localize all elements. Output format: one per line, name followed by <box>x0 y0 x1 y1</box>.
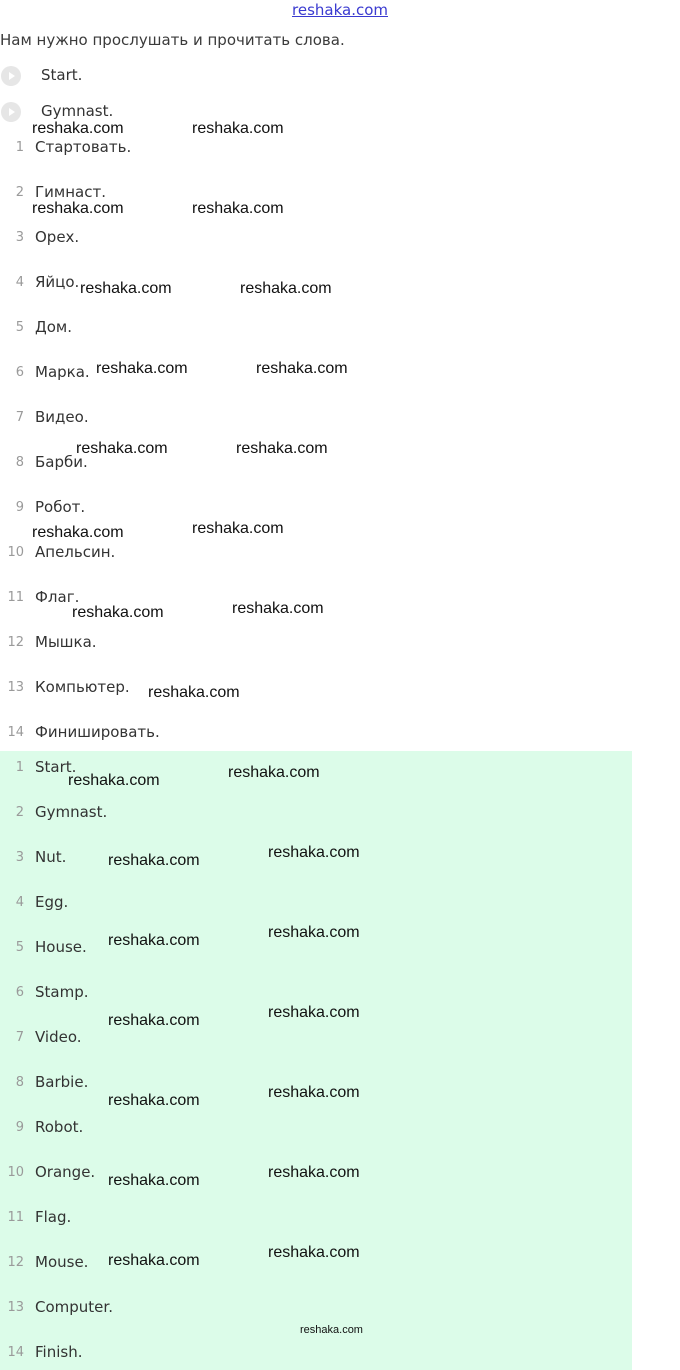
watermark: reshaka.com <box>268 924 360 941</box>
watermark: reshaka.com <box>236 440 328 457</box>
item-number: 8 <box>15 1075 24 1090</box>
list-item <box>0 1339 632 1369</box>
list-item <box>0 629 632 659</box>
item-number: 2 <box>15 185 24 200</box>
item-word: Barbie. <box>35 1073 89 1091</box>
play-icon <box>6 71 16 81</box>
item-number: 5 <box>15 320 24 335</box>
item-number: 2 <box>15 805 24 820</box>
item-number: 12 <box>7 635 24 650</box>
intro-text: Нам нужно прослушать и прочитать слова. <box>0 31 345 49</box>
list-item <box>0 719 632 749</box>
site-header-link[interactable]: reshaka.com <box>292 1 388 19</box>
watermark: reshaka.com <box>268 844 360 861</box>
item-number: 7 <box>15 410 24 425</box>
watermark: reshaka.com <box>108 1012 200 1029</box>
watermark: reshaka.com <box>80 280 172 297</box>
item-number: 1 <box>15 140 24 155</box>
watermark: reshaka.com <box>108 852 200 869</box>
item-word: Egg. <box>35 893 69 911</box>
play-button[interactable] <box>1 102 21 122</box>
item-word: Гимнаст. <box>35 183 106 201</box>
item-number: 10 <box>7 545 24 560</box>
item-word: Робот. <box>35 498 86 516</box>
item-number: 6 <box>15 985 24 1000</box>
item-word: Марка. <box>35 363 90 381</box>
audio-word: Gymnast. <box>41 102 114 120</box>
watermark: reshaka.com <box>240 280 332 297</box>
item-word: Видео. <box>35 408 89 426</box>
item-word: Robot. <box>35 1118 84 1136</box>
item-number: 1 <box>15 760 24 775</box>
watermark: reshaka.com <box>268 1004 360 1021</box>
watermark: reshaka.com <box>32 200 124 217</box>
item-number: 11 <box>7 590 24 605</box>
watermark: reshaka.com <box>268 1244 360 1261</box>
list-item <box>0 1204 632 1234</box>
item-number: 11 <box>7 1210 24 1225</box>
item-number: 13 <box>7 680 24 695</box>
item-word: Computer. <box>35 1298 113 1316</box>
item-word: Орех. <box>35 228 80 246</box>
item-word: Стартовать. <box>35 138 132 156</box>
item-number: 7 <box>15 1030 24 1045</box>
item-number: 13 <box>7 1300 24 1315</box>
list-item <box>0 1294 632 1324</box>
list-item <box>0 889 632 919</box>
item-number: 3 <box>15 850 24 865</box>
watermark: reshaka.com <box>108 932 200 949</box>
audio-word: Start. <box>41 66 83 84</box>
list-item <box>0 674 632 704</box>
item-word: Барби. <box>35 453 88 471</box>
watermark: reshaka.com <box>68 772 160 789</box>
watermark: reshaka.com <box>300 1324 363 1336</box>
play-button[interactable] <box>1 66 21 86</box>
item-word: House. <box>35 938 87 956</box>
audio-row-start <box>0 61 83 91</box>
item-number: 12 <box>7 1255 24 1270</box>
item-number: 9 <box>15 1120 24 1135</box>
item-number: 4 <box>15 275 24 290</box>
play-icon <box>6 107 16 117</box>
watermark: reshaka.com <box>32 120 124 137</box>
item-number: 10 <box>7 1165 24 1180</box>
item-word: Nut. <box>35 848 67 866</box>
watermark: reshaka.com <box>228 764 320 781</box>
item-number: 9 <box>15 500 24 515</box>
watermark: reshaka.com <box>268 1084 360 1101</box>
watermark: reshaka.com <box>108 1252 200 1269</box>
item-word: Finish. <box>35 1343 83 1361</box>
item-word: Флаг. <box>35 588 80 606</box>
watermark: reshaka.com <box>76 440 168 457</box>
item-word: Финишировать. <box>35 723 160 741</box>
watermark: reshaka.com <box>32 524 124 541</box>
list-item <box>0 494 632 524</box>
item-number: 6 <box>15 365 24 380</box>
list-item <box>0 539 632 569</box>
item-word: Компьютер. <box>35 678 130 696</box>
item-number: 4 <box>15 895 24 910</box>
item-word: Video. <box>35 1028 82 1046</box>
list-item <box>0 1024 632 1054</box>
list-item <box>0 404 632 434</box>
watermark: reshaka.com <box>192 520 284 537</box>
item-word: Mouse. <box>35 1253 89 1271</box>
item-word: Мышка. <box>35 633 97 651</box>
item-word: Start. <box>35 758 77 776</box>
watermark: reshaka.com <box>256 360 348 377</box>
item-word: Gymnast. <box>35 803 108 821</box>
watermark: reshaka.com <box>232 600 324 617</box>
list-item <box>0 224 632 254</box>
item-number: 3 <box>15 230 24 245</box>
watermark: reshaka.com <box>96 360 188 377</box>
watermark: reshaka.com <box>72 604 164 621</box>
watermark: reshaka.com <box>108 1092 200 1109</box>
item-word: Яйцо. <box>35 273 80 291</box>
watermark: reshaka.com <box>148 684 240 701</box>
watermark: reshaka.com <box>108 1172 200 1189</box>
item-word: Stamp. <box>35 983 89 1001</box>
list-item <box>0 1114 632 1144</box>
list-item <box>0 799 632 829</box>
item-number: 5 <box>15 940 24 955</box>
item-word: Дом. <box>35 318 72 336</box>
item-word: Flag. <box>35 1208 72 1226</box>
item-number: 8 <box>15 455 24 470</box>
item-number: 14 <box>7 725 24 740</box>
list-item <box>0 314 632 344</box>
item-word: Orange. <box>35 1163 96 1181</box>
watermark: reshaka.com <box>268 1164 360 1181</box>
audio-row-gymnast <box>0 97 114 127</box>
watermark: reshaka.com <box>192 120 284 137</box>
item-word: Апельсин. <box>35 543 116 561</box>
list-item <box>0 134 632 164</box>
item-number: 14 <box>7 1345 24 1360</box>
watermark: reshaka.com <box>192 200 284 217</box>
